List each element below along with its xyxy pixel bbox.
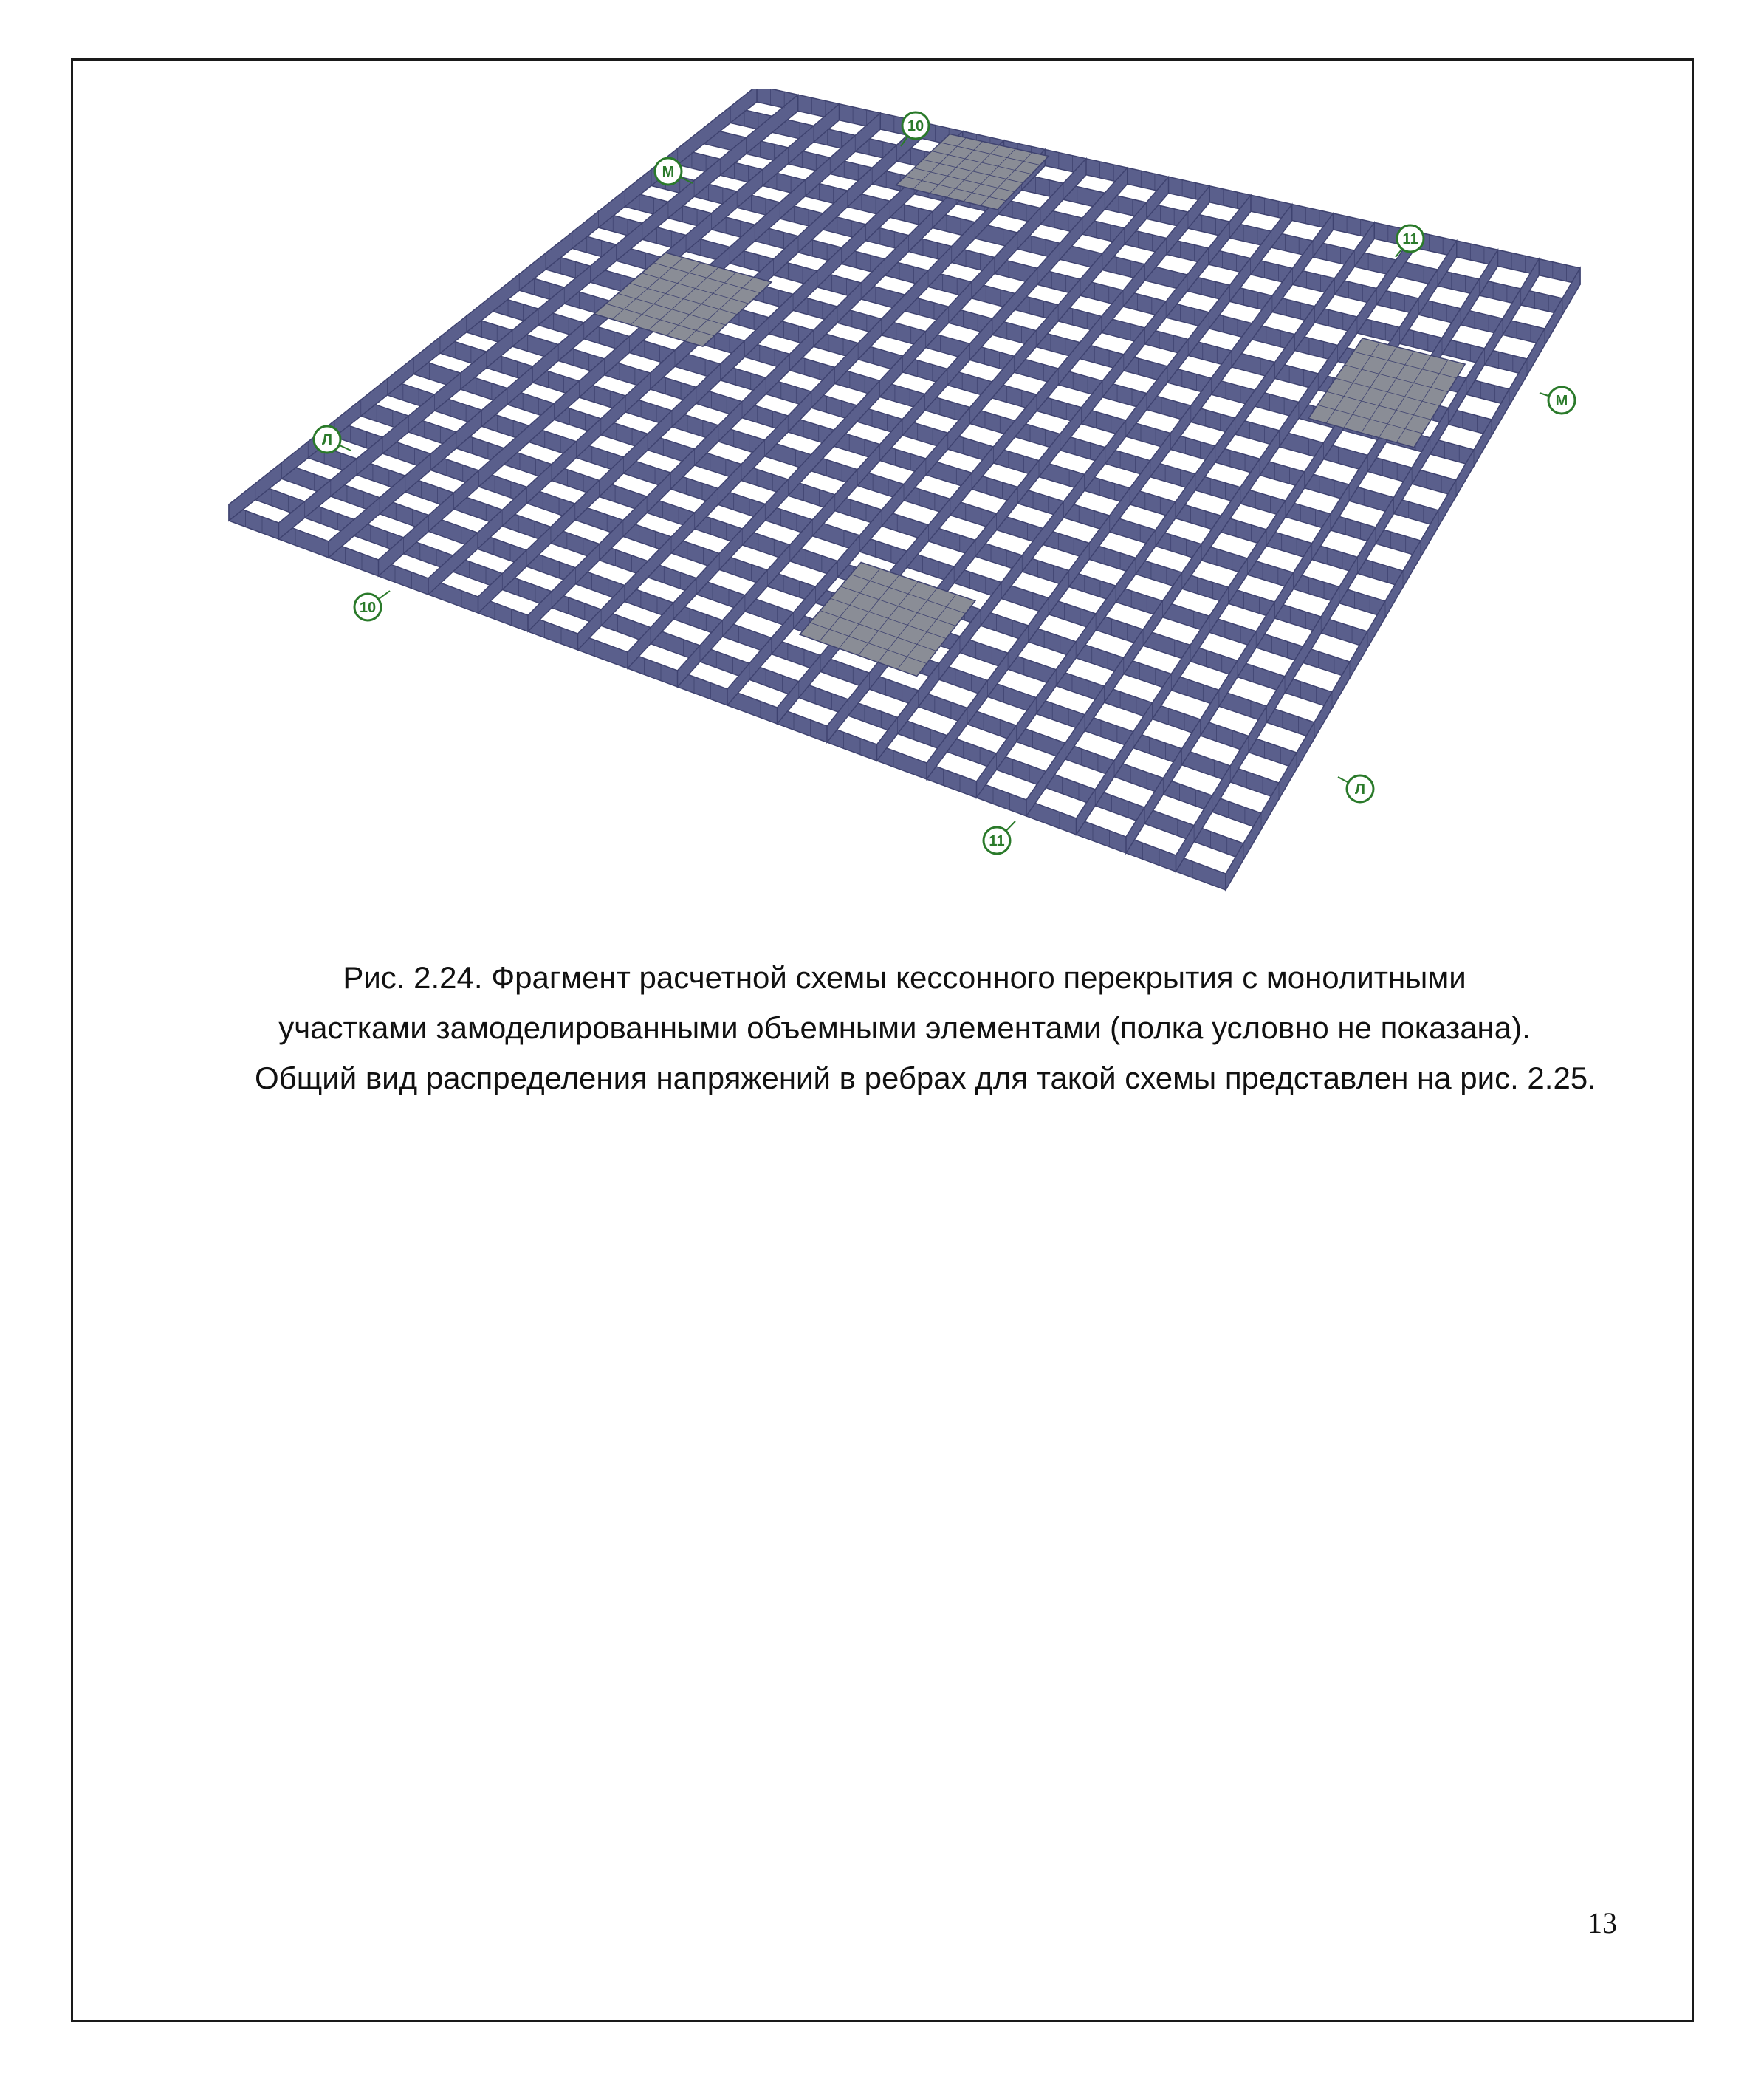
axis-marker-bottom-l xyxy=(1338,775,1373,802)
axis-marker-left-10 xyxy=(354,591,390,620)
coffered-slab-figure xyxy=(214,89,1617,908)
axis-marker-label: 10 xyxy=(359,600,377,616)
axis-marker-bottom-11 xyxy=(984,821,1015,854)
coffered-slab-model xyxy=(214,89,1617,908)
body-paragraph: Общий вид распределения напряжений в ребрах для такой схемы представлен на рис. 2.25. xyxy=(255,1061,1596,1095)
page-number: 13 xyxy=(1588,1906,1617,1939)
axis-marker-label: М xyxy=(1555,393,1568,409)
axis-marker-label: Л xyxy=(321,432,333,448)
figure-caption-line-2: участками замоделированными объемными элементами (полка условно не показана). xyxy=(278,1010,1531,1045)
axis-marker-label: 11 xyxy=(989,833,1005,849)
figure-caption-line-1: Рис. 2.24. Фрагмент расчетной схемы кессонного перекрытия с монолитными xyxy=(343,960,1466,995)
axis-marker-label: М xyxy=(662,164,675,180)
rib-grid xyxy=(229,89,1580,890)
axis-marker-label: 11 xyxy=(1402,231,1418,247)
axis-marker-label: 10 xyxy=(907,118,924,134)
axis-marker-label: Л xyxy=(1354,781,1366,798)
axis-marker-right-11 xyxy=(1396,225,1424,257)
axis-marker-right-m xyxy=(1540,387,1575,414)
